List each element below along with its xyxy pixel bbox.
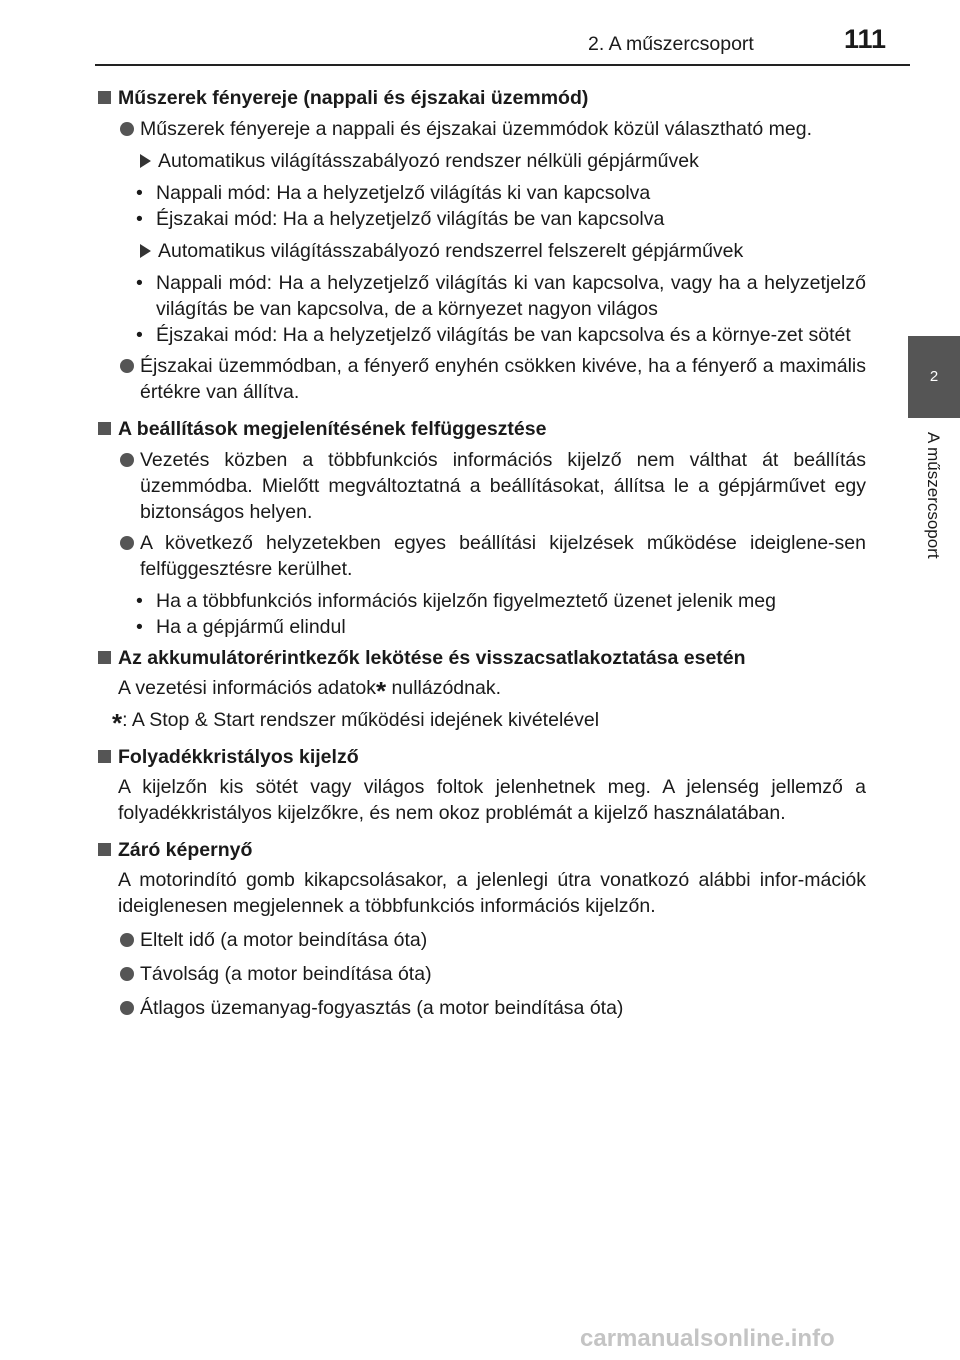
footnote-text: : A Stop & Start rendszer működési idejének kivételével (122, 709, 600, 731)
section-heading: Folyadékkristályos kijelző (96, 744, 866, 770)
footnote-marker: * (375, 676, 387, 706)
header-divider (95, 64, 910, 66)
footnote-marker: * (112, 708, 123, 738)
paragraph-text: A vezetési információs adatok (118, 677, 376, 699)
section-heading: A beállítások megjelenítésének felfüggesztése (96, 416, 866, 442)
section-heading: Műszerek fényereje (nappali és éjszakai üzemmód) (96, 85, 866, 111)
paragraph: A kijelzőn kis sötét vagy világos foltok jelenhetnek meg. A jelenség jellemző a folyadékkristályos kijelzőkre, és nem okoz problémát a kijelző használatában. (118, 776, 866, 824)
sub-heading: Automatikus világításszabályozó rendszer nélküli gépjárművek (96, 148, 866, 174)
paragraph: A motorindító gomb kikapcsolásakor, a jelenlegi útra vonatkozó alábbi infor-mációk ideiglenesen megjelennek a többfunkciós információs kijelzőn. (118, 869, 866, 917)
chapter-tab[interactable]: 2 (908, 336, 960, 418)
dot-list (96, 588, 866, 640)
bullet-paragraph: Átlagos üzemanyag-fogyasztás (a motor beindítása óta) (96, 995, 866, 1021)
page-number: 111 (844, 24, 887, 54)
bullet-paragraph: Eltelt idő (a motor beindítása óta) (96, 927, 866, 953)
section-heading: Záró képernyő (96, 837, 866, 863)
list-item: • Éjszakai mód: Ha a helyzetjelző világítás be van kapcsolva (96, 206, 866, 232)
dot-list (96, 270, 866, 348)
watermark: carmanualsonline.info (580, 1325, 835, 1352)
list-item: • Ha a többfunkciós információs kijelzőn figyelmeztető üzenet jelenik meg (96, 588, 866, 614)
bullet-paragraph: Vezetés közben a többfunkciós információs kijelző nem válthat át beállítás üzemmódba. Mielőtt megváltoztatná a beállításokat, állítsa le a gépjárművet egy biztonságos helyen. (96, 447, 866, 525)
bullet-paragraph: Távolság (a motor beindítása óta) (96, 961, 866, 987)
paragraph (96, 675, 866, 706)
bullet-paragraph: Műszerek fényereje a nappali és éjszakai üzemmódok közül választható meg. (96, 116, 866, 142)
footnote (96, 707, 866, 738)
sub-heading: Automatikus világításszabályozó rendszerrel felszerelt gépjárművek (96, 238, 866, 264)
chapter-title: 2. A műszercsoport (588, 33, 754, 55)
bullet-paragraph: Éjszakai üzemmódban, a fényerő enyhén csökken kivéve, ha a fényerő a maximális értékre van állítva. (96, 353, 866, 405)
paragraph-text: nullázódnak. (386, 677, 502, 699)
list-item: • Éjszakai mód: Ha a helyzetjelző világítás be van kapcsolva és a környe-zet sötét (96, 322, 866, 348)
page-content (96, 80, 866, 1021)
list-item: • Ha a gépjármű elindul (96, 614, 866, 640)
bullet-paragraph: A következő helyzetekben egyes beállítási kijelzések működése ideiglene-sen felfüggesztésre kerülhet. (96, 530, 866, 582)
list-item: • Nappali mód: Ha a helyzetjelző világítás ki van kapcsolva (96, 180, 866, 206)
section-heading: Az akkumulátorérintkezők lekötése és visszacsatlakoztatása esetén (96, 645, 866, 671)
chapter-tab-label: A műszercsoport (924, 432, 943, 559)
dot-list (96, 180, 866, 232)
list-item: • Nappali mód: Ha a helyzetjelző világítás ki van kapcsolva, vagy ha a helyzetjelző világítás be van kapcsolva, de a környezet nagyon világos (96, 270, 866, 322)
